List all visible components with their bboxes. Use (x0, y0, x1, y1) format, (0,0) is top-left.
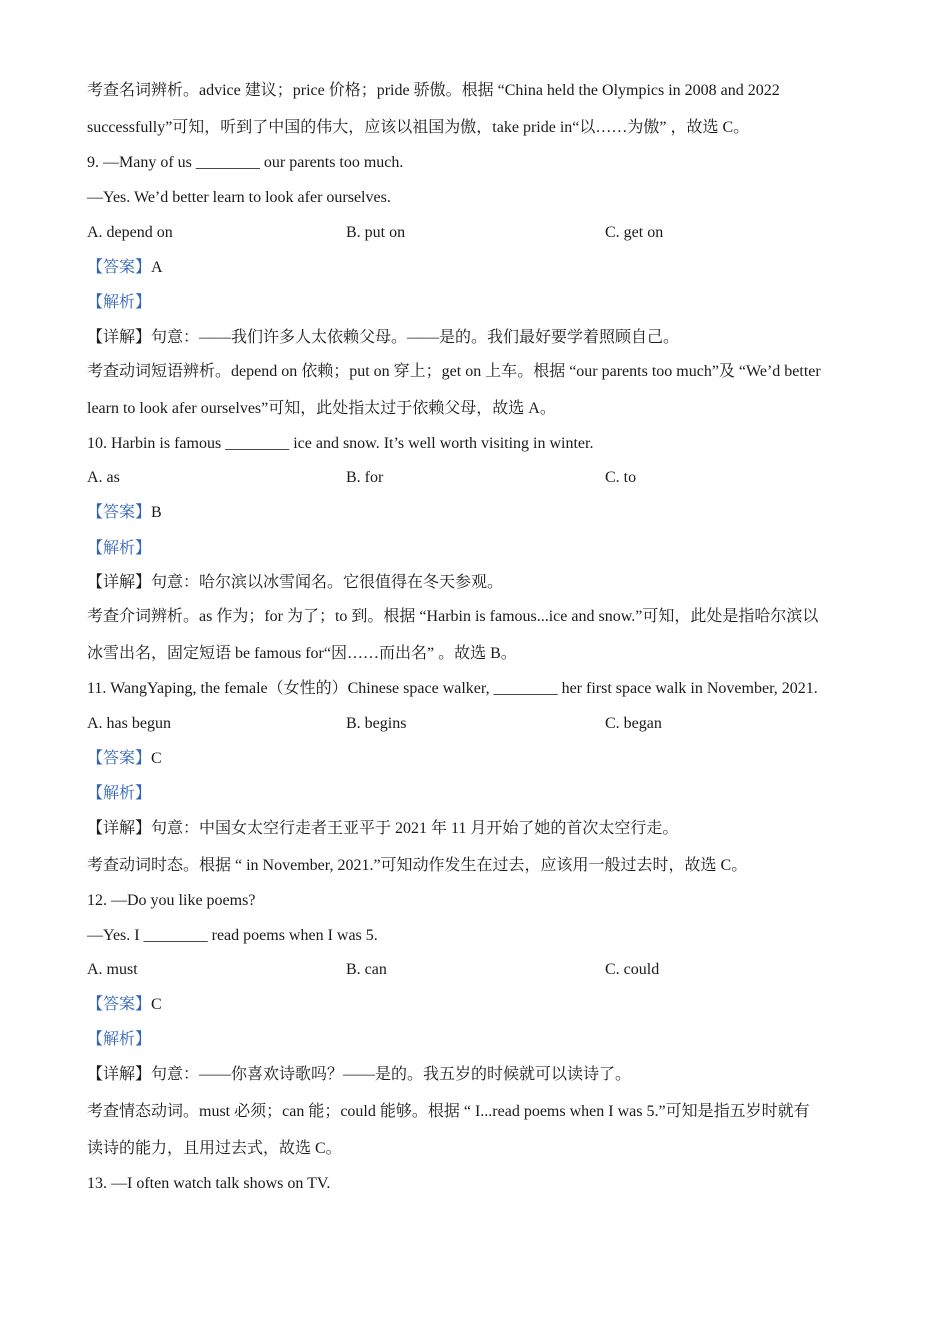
option-c: C. get on (605, 224, 664, 241)
answer-value: B (151, 504, 162, 521)
option-c: C. began (605, 715, 662, 732)
answer-tag: 【答案】 (87, 504, 152, 521)
question-9-reply: —Yes. We’d better learn to look afer ourselves. (87, 189, 391, 206)
answer-value: A (151, 259, 163, 276)
answer-line (87, 258, 163, 278)
explanation-line: 考查动词短语辨析。depend on 依赖；put on 穿上；get on 上车。根据 “our parents too much”及 “We’d better (87, 363, 821, 380)
question-9-text: 9. —Many of us ________ our parents too much. (87, 154, 404, 171)
explanation-line: 考查情态动词。must 必须；can 能；could 能够。根据 “ I...read poems when I was 5.”可知是指五岁时就有 (87, 1103, 810, 1120)
detail-line (87, 819, 678, 839)
answer-value: C (151, 996, 162, 1013)
option-b: B. put on (346, 224, 406, 241)
detail-text: 句意：——你喜欢诗歌吗？——是的。我五岁的时候就可以读诗了。 (151, 1066, 632, 1083)
answer-tag: 【答案】 (87, 996, 152, 1013)
explanation-line: successfully”可知，听到了中国的伟大，应该以祖国为傲，take pride in“以……为傲” ，故选 C。 (87, 119, 750, 136)
analysis-tag: 【解析】 (87, 294, 152, 311)
option-c: C. to (605, 469, 637, 486)
detail-tag: 【详解】 (87, 574, 152, 591)
detail-line (87, 328, 679, 348)
answer-line (87, 503, 162, 523)
answer-tag: 【答案】 (87, 750, 152, 767)
answer-value: C (151, 750, 162, 767)
detail-tag: 【详解】 (87, 329, 152, 346)
question-13-text: 13. —I often watch talk shows on TV. (87, 1175, 331, 1192)
detail-text: 句意：哈尔滨以冰雪闻名。它很值得在冬天参观。 (151, 574, 504, 591)
detail-tag: 【详解】 (87, 1066, 152, 1083)
option-b: B. can (346, 961, 387, 978)
analysis-tag: 【解析】 (87, 785, 152, 802)
explanation-line: 考查动词时态。根据 “ in November, 2021.”可知动作发生在过去，应该用一般过去时，故选 C。 (87, 857, 748, 874)
answer-line (87, 995, 162, 1015)
analysis-tag: 【解析】 (87, 1031, 152, 1048)
question-11-text: 11. WangYaping, the female（女性的）Chinese space walker, ________ her first space walk in November, 2021. (87, 680, 818, 697)
detail-line (87, 573, 503, 593)
explanation-line: 读诗的能力，且用过去式，故选 C。 (87, 1140, 342, 1157)
option-b: B. begins (346, 715, 407, 732)
option-a: A. as (87, 469, 120, 486)
detail-tag: 【详解】 (87, 820, 152, 837)
question-10-text: 10. Harbin is famous ________ ice and snow. It’s well worth visiting in winter. (87, 435, 594, 452)
question-12-text: 12. —Do you like poems? (87, 892, 256, 909)
question-12-reply: —Yes. I ________ read poems when I was 5. (87, 927, 378, 944)
explanation-line: 考查名词辨析。advice 建议；price 价格；pride 骄傲。根据 “China held the Olympics in 2008 and 2022 (87, 82, 780, 99)
answer-line (87, 749, 162, 769)
answer-tag: 【答案】 (87, 259, 152, 276)
explanation-line: learn to look afer ourselves”可知，此处指太过于依赖父母，故选 A。 (87, 400, 556, 417)
option-a: A. depend on (87, 224, 173, 241)
detail-text: 句意：中国女太空行走者王亚平于 2021 年 11 月开始了她的首次太空行走。 (151, 820, 679, 837)
analysis-tag: 【解析】 (87, 540, 152, 557)
option-a: A. must (87, 961, 138, 978)
option-c: C. could (605, 961, 660, 978)
detail-text: 句意：——我们许多人太依赖父母。——是的。我们最好要学着照顾自己。 (151, 329, 680, 346)
explanation-line: 考查介词辨析。as 作为；for 为了；to 到。根据 “Harbin is famous...ice and snow.”可知，此处是指哈尔滨以 (87, 608, 819, 625)
option-a: A. has begun (87, 715, 171, 732)
detail-line (87, 1065, 631, 1085)
option-b: B. for (346, 469, 384, 486)
explanation-line: 冰雪出名，固定短语 be famous for“因……而出名” 。故选 B。 (87, 645, 517, 662)
